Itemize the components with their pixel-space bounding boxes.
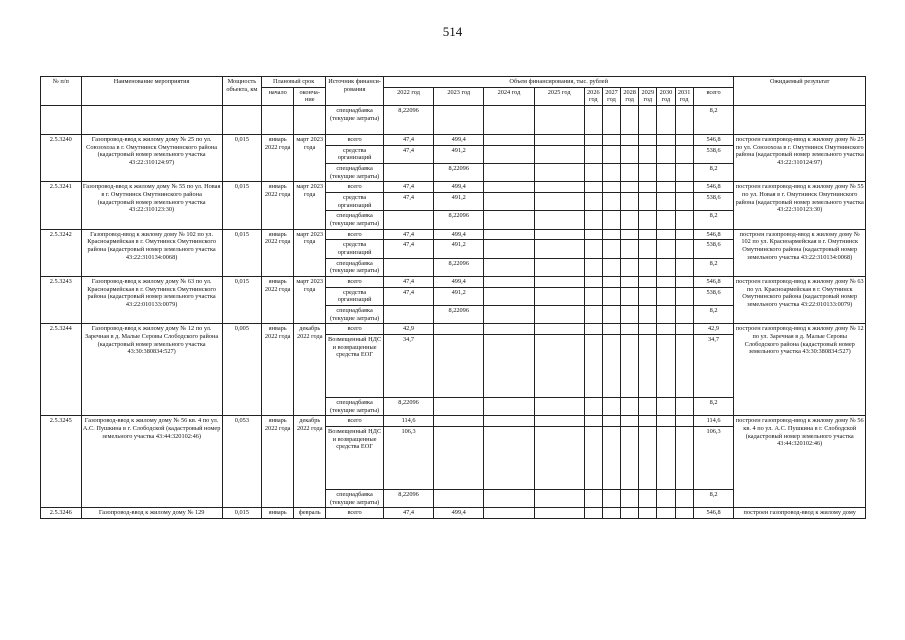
header-num: № п/п bbox=[41, 77, 82, 106]
source-cell: всего bbox=[326, 182, 384, 193]
header-year-2027: 2027 год bbox=[602, 87, 620, 105]
value-2023: 499,4 bbox=[434, 182, 484, 193]
project-name: Газопровод-ввод к жилому дому № 63 по ул. Красноармейская в г. Омутнинск Омутнинского района (кадастровый номер земельного участка 43:22:010133:0079) bbox=[81, 277, 222, 324]
value-2022: 42,9 bbox=[383, 324, 433, 335]
value-total: 106,3 bbox=[693, 427, 734, 490]
header-plan-period: Плановый срок bbox=[262, 77, 326, 88]
value-2022: 47,4 bbox=[383, 182, 433, 193]
source-cell: спецнадбавка (текущие затраты) bbox=[326, 398, 384, 416]
value-2023: 499,4 bbox=[434, 508, 484, 519]
project-start: январь 2022 года bbox=[262, 229, 294, 276]
value-total: 546,8 bbox=[693, 508, 734, 519]
value-2023 bbox=[434, 335, 484, 398]
project-end: декабрь 2022 года bbox=[294, 324, 326, 416]
header-source: Источник финанси-рования bbox=[326, 77, 384, 106]
project-end: март 2023 года bbox=[294, 135, 326, 182]
project-name: Газопровод-ввод к жилому дому № 102 по ул. Красноармейская в г. Омутнинск Омутнинского района (кадастровый номер земельного участка 43:22:310134:0068) bbox=[81, 229, 222, 276]
project-start: январь 2022 года bbox=[262, 324, 294, 416]
value-total: 538,6 bbox=[693, 193, 734, 211]
project-name: Газопровод-ввод к жилому дому № 25 по ул. Союзохоза в г. Омутнинск Омутнинского района (кадастровый номер земельного участка 43:22:310124:97) bbox=[81, 135, 222, 182]
value-2022 bbox=[383, 258, 433, 276]
project-end: декабрь 2022 года bbox=[294, 416, 326, 508]
source-cell: спецнадбавка (текущие затраты) bbox=[326, 258, 384, 276]
value-2022: 47,4 bbox=[383, 287, 433, 305]
value-total: 8,2 bbox=[693, 211, 734, 229]
value-2023: 8,22096 bbox=[434, 258, 484, 276]
value-2023 bbox=[434, 324, 484, 335]
value-2023: 499,4 bbox=[434, 277, 484, 288]
value-2022 bbox=[383, 211, 433, 229]
table-row bbox=[41, 182, 866, 193]
table-row bbox=[41, 416, 866, 427]
project-capacity: 0,015 bbox=[222, 182, 262, 229]
project-result: построен газопровод-ввод к жилому дому bbox=[734, 508, 866, 519]
value-2023: 8,22096 bbox=[434, 164, 484, 182]
project-capacity: 0,015 bbox=[222, 135, 262, 182]
value-2023: 491,2 bbox=[434, 145, 484, 163]
value-total: 538,6 bbox=[693, 145, 734, 163]
funding-table bbox=[40, 76, 866, 519]
value-2022: 8,22096 bbox=[383, 490, 433, 508]
header-year-2026: 2026 год bbox=[584, 87, 602, 105]
project-start: январь 2022 года bbox=[262, 182, 294, 229]
value-2023: 8,22096 bbox=[434, 211, 484, 229]
project-start: январь bbox=[262, 508, 294, 519]
project-result: построен газопровод-ввод к жилому дому № 25 по ул. Союзохоза в г. Омутнинск Омутнинского района (кадастровый номер земельного участка 43:22:310124:97) bbox=[734, 135, 866, 182]
project-name: Газопровод-ввод к жилому дому № 12 по ул. Заречная в д. Малые Серовы Слободского района (кадастровый номер земельного участка 43:30:380834:527) bbox=[81, 324, 222, 416]
value-2022: 47,4 bbox=[383, 508, 433, 519]
project-name: Газопровод-ввод к жилому дому № 55 по ул. Новая в г. Омутнинск Омутнинского района (кадастровый номер земельного участка 43:22:310123:30) bbox=[81, 182, 222, 229]
value-total: 8,2 bbox=[693, 398, 734, 416]
project-end: март 2023 года bbox=[294, 182, 326, 229]
table-row bbox=[41, 229, 866, 240]
value-2022: 34,7 bbox=[383, 335, 433, 398]
project-start: январь 2022 года bbox=[262, 277, 294, 324]
header-total: всего bbox=[693, 87, 734, 105]
page-number: 514 bbox=[442, 24, 463, 39]
project-capacity: 0,015 bbox=[222, 508, 262, 519]
source-cell: всего bbox=[326, 229, 384, 240]
value-2023: 491,2 bbox=[434, 193, 484, 211]
source-cell: средства организаций bbox=[326, 240, 384, 258]
value-total: 34,7 bbox=[693, 335, 734, 398]
source-cell: всего bbox=[326, 277, 384, 288]
value-total: 546,8 bbox=[693, 229, 734, 240]
value-2022: 47,4 bbox=[383, 229, 433, 240]
table-row bbox=[41, 277, 866, 288]
project-id: 2.5.3243 bbox=[41, 277, 82, 324]
value-total: 8,2 bbox=[693, 306, 734, 324]
value-2022 bbox=[383, 164, 433, 182]
value-total: 42,9 bbox=[693, 324, 734, 335]
project-end: март 2023 года bbox=[294, 229, 326, 276]
header-year-2022: 2022 год bbox=[383, 87, 433, 105]
value-total: 114,6 bbox=[693, 416, 734, 427]
value-2022: 8,22096 bbox=[383, 398, 433, 416]
header-result: Ожидаемый результат bbox=[734, 77, 866, 106]
value-2023 bbox=[434, 427, 484, 490]
value-total: 8,2 bbox=[693, 258, 734, 276]
project-name: Газопровод-ввод к жилому дому № 129 bbox=[81, 508, 222, 519]
source-cell: Возмещенный НДС и возвращенные средства ЕОГ bbox=[326, 335, 384, 398]
project-end: февраль bbox=[294, 508, 326, 519]
header-end: оконча-ние bbox=[294, 87, 326, 105]
header-year-2028: 2028 год bbox=[621, 87, 639, 105]
source-cell: средства организаций bbox=[326, 287, 384, 305]
value-2022: 47,4 bbox=[383, 240, 433, 258]
value-total: 546,8 bbox=[693, 182, 734, 193]
value-2022: 47,4 bbox=[383, 145, 433, 163]
header-start: начало bbox=[262, 87, 294, 105]
source-cell: спецнадбавка (текущие затраты) bbox=[326, 490, 384, 508]
project-start: январь 2022 года bbox=[262, 416, 294, 508]
header-funding: Объем финансирования, тыс. рублей bbox=[383, 77, 733, 88]
project-result: построен газопровод-ввод к жилому дому № 63 по ул. Красноармейская в г. Омутнинск Омутнинского района (кадастровый номер земельного участка 43:22:010133:0079) bbox=[734, 277, 866, 324]
header-capacity: Мощность объекта, км bbox=[222, 77, 262, 106]
table-body bbox=[41, 106, 866, 519]
project-id: 2.5.3245 bbox=[41, 416, 82, 508]
value-2022 bbox=[383, 306, 433, 324]
table-row bbox=[41, 135, 866, 146]
project-capacity: 0,015 bbox=[222, 277, 262, 324]
value-2022: 47,4 bbox=[383, 277, 433, 288]
project-id: 2.5.3240 bbox=[41, 135, 82, 182]
value-2023 bbox=[434, 416, 484, 427]
value-total: 546,8 bbox=[693, 277, 734, 288]
value-2023 bbox=[434, 490, 484, 508]
source-cell: спецнадбавка (текущие затраты) bbox=[326, 106, 384, 135]
table-row-carry bbox=[41, 106, 866, 135]
value-2022: 47,4 bbox=[383, 193, 433, 211]
source-cell: средства организаций bbox=[326, 145, 384, 163]
value-2022: 47,4 bbox=[383, 135, 433, 146]
value-total: 538,6 bbox=[693, 240, 734, 258]
header-name: Наименование мероприятия bbox=[81, 77, 222, 106]
project-capacity: 0,053 bbox=[222, 416, 262, 508]
project-result: построен газопровод-ввод к жилому дому № 55 по ул. Новая в г. Омутнинск Омутнинского района (кадастровый номер земельного участка 43:22:310123:30) bbox=[734, 182, 866, 229]
value-2023: 8,22096 bbox=[434, 306, 484, 324]
value-2023: 491,2 bbox=[434, 287, 484, 305]
value-2023: 499,4 bbox=[434, 229, 484, 240]
table-header bbox=[41, 77, 866, 106]
source-cell: всего bbox=[326, 416, 384, 427]
project-result: построен газопровод-ввод к жилому дому № 102 по ул. Красноармейская в г. Омутнинск Омутнинского района (кадастровый номер земельного участка 43:22:310134:0068) bbox=[734, 229, 866, 276]
value-2023: 499,4 bbox=[434, 135, 484, 146]
value-total: 8,2 bbox=[693, 106, 734, 135]
header-year-2030: 2030 год bbox=[657, 87, 675, 105]
project-end: март 2023 года bbox=[294, 277, 326, 324]
source-cell: всего bbox=[326, 135, 384, 146]
value-2023 bbox=[434, 106, 484, 135]
table-row bbox=[41, 508, 866, 519]
value-total: 8,2 bbox=[693, 164, 734, 182]
source-cell: спецнадбавка (текущие затраты) bbox=[326, 306, 384, 324]
value-total: 8,2 bbox=[693, 490, 734, 508]
project-id: 2.5.3242 bbox=[41, 229, 82, 276]
project-id: 2.5.3241 bbox=[41, 182, 82, 229]
source-cell: спецнадбавка (текущие затраты) bbox=[326, 211, 384, 229]
project-start: январь 2022 года bbox=[262, 135, 294, 182]
source-cell: средства организаций bbox=[326, 193, 384, 211]
value-2023 bbox=[434, 398, 484, 416]
project-result: построен газопровод-ввод к жилому дому № 56 кв. 4 по ул. А.С. Пушкина в г. Слободской (кадастровый номер земельного участка 43:44:320102:46) bbox=[734, 416, 866, 508]
header-year-2025: 2025 год bbox=[534, 87, 584, 105]
value-2022: 114,6 bbox=[383, 416, 433, 427]
value-2022: 106,3 bbox=[383, 427, 433, 490]
header-year-2031: 2031 год bbox=[675, 87, 693, 105]
project-capacity: 0,015 bbox=[222, 229, 262, 276]
header-year-2029: 2029 год bbox=[639, 87, 657, 105]
project-capacity: 0,005 bbox=[222, 324, 262, 416]
project-id: 2.5.3246 bbox=[41, 508, 82, 519]
value-2022: 8,22096 bbox=[383, 106, 433, 135]
source-cell: всего bbox=[326, 508, 384, 519]
value-total: 546,8 bbox=[693, 135, 734, 146]
source-cell: спецнадбавка (текущие затраты) bbox=[326, 164, 384, 182]
project-id: 2.5.3244 bbox=[41, 324, 82, 416]
project-result: построен газопровод-ввод к жилому дому № 12 по ул. Заречная в д. Малые Серовы Слободского района (кадастровый номер земельного участка 43:30:380834:527) bbox=[734, 324, 866, 416]
project-name: Газопровод-ввод к жилому дому № 56 кв. 4 по ул. А.С. Пушкина в г. Слободской (кадастровый номер земельного участка 43:44:320102:46) bbox=[81, 416, 222, 508]
source-cell: Возмещенный НДС и возвращенные средства ЕОГ bbox=[326, 427, 384, 490]
value-2023: 491,2 bbox=[434, 240, 484, 258]
table-row bbox=[41, 324, 866, 335]
header-year-2024: 2024 год bbox=[484, 87, 534, 105]
header-year-2023: 2023 год bbox=[434, 87, 484, 105]
source-cell: всего bbox=[326, 324, 384, 335]
value-total: 538,6 bbox=[693, 287, 734, 305]
